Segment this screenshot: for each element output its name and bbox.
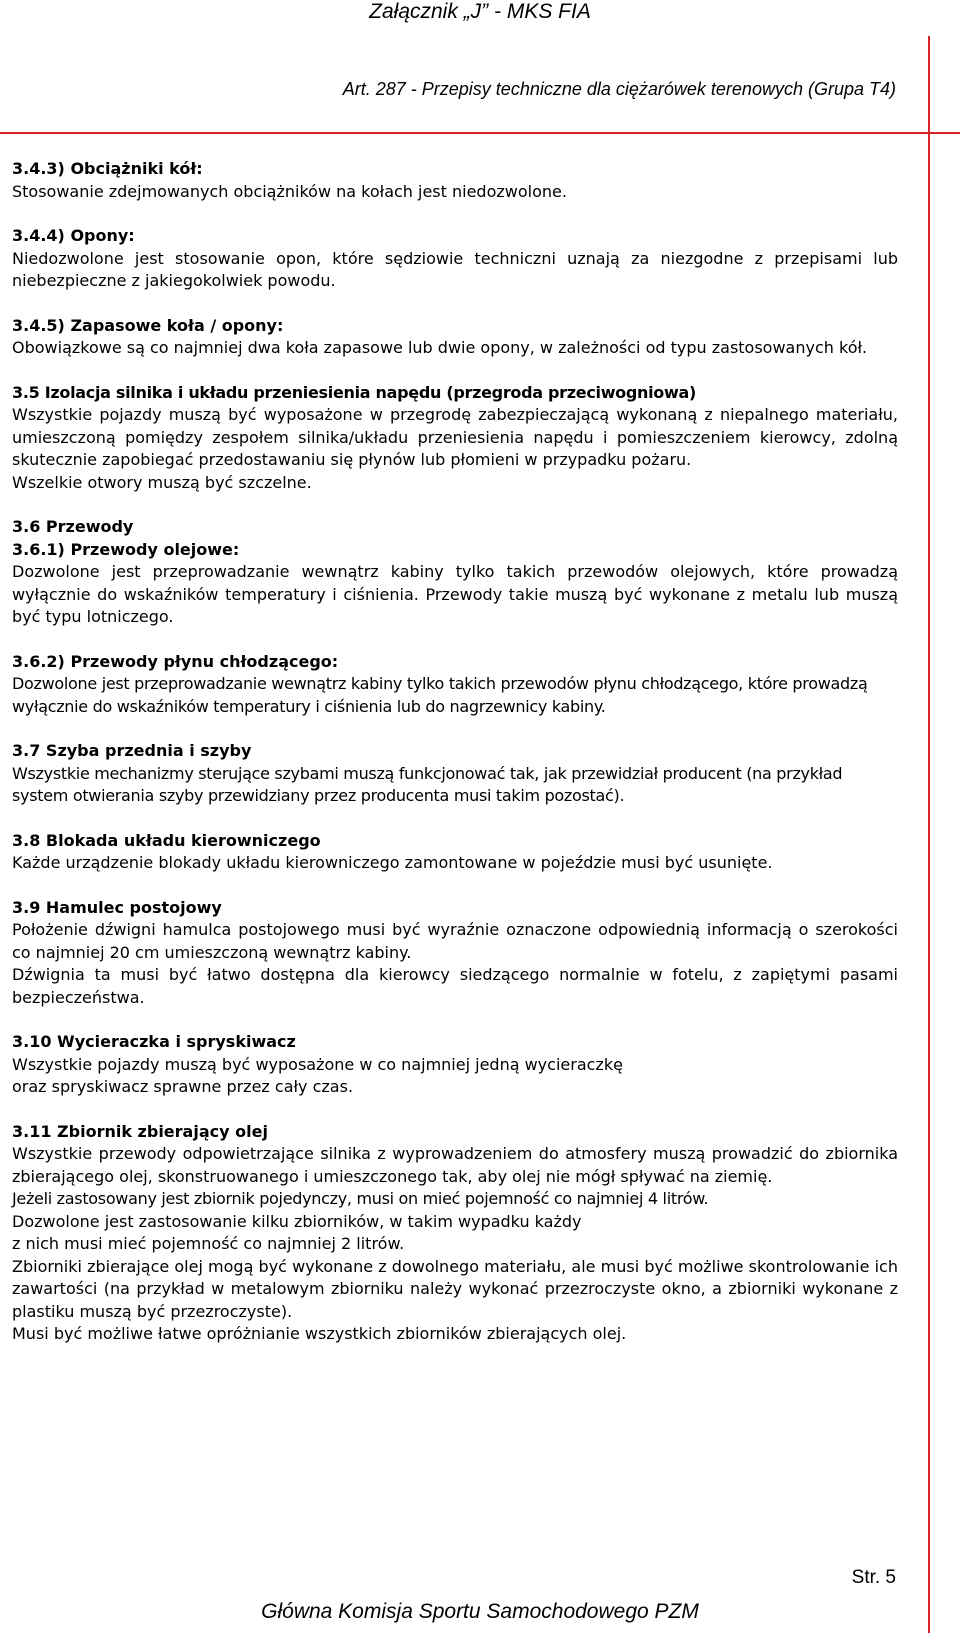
paragraph: Niedozwolone jest stosowanie opon, które sędziowie techniczni uznają za niezgodne z przepisami lub niebezpieczne z jakiegokolwiek powodu. — [12, 248, 898, 290]
paragraph: Obowiązkowe są co najmniej dwa koła zapasowe lub dwie opony, w zależności od typu zastosowanych kół. — [12, 338, 868, 357]
section-3-10 — [12, 1031, 898, 1099]
paragraph: Dźwignia ta musi być łatwo dostępna dla kierowcy siedzącego normalnie w fotelu, z zapiętymi pasami bezpieczeństwa. — [12, 965, 898, 1007]
paragraph: Dozwolone jest zastosowanie kilku zbiorników, w takim wypadku każdy — [12, 1211, 582, 1231]
section-3-11 — [12, 1121, 898, 1346]
paragraph: Wszystkie przewody odpowietrzające silnika z wyprowadzeniem do atmosfery muszą prowadzić do zbiornika zbierającego olej, skonstruowanego i umieszczonego tak, aby olej nie mógł spływać na ziemię. — [12, 1144, 898, 1186]
paragraph: oraz spryskiwacz sprawne przez cały czas. — [12, 1077, 354, 1096]
paragraph: Położenie dźwigni hamulca postojowego musi być wyraźnie oznaczone odpowiednią informacją o szerokości co najmniej 20 cm umieszczoną wewnątrz kabiny. — [12, 920, 898, 962]
document-header-subtitle: Art. 287 - Przepisy techniczne dla ciężarówek terenowych (Grupa T4) — [342, 79, 896, 99]
section-heading: 3.5 Izolacja silnika i układu przeniesienia napędu (przegroda przeciwogniowa) — [12, 382, 696, 402]
section-heading: 3.8 Blokada układu kierowniczego — [12, 830, 321, 850]
paragraph: z nich musi mieć pojemność co najmniej 2 litrów. — [12, 1234, 405, 1253]
page-number: Str. 5 — [851, 1567, 896, 1588]
section-heading: 3.4.3) Obciążniki kół: — [12, 159, 203, 178]
paragraph: Dozwolone jest przeprowadzanie wewnątrz kabiny tylko takich przewodów płynu chłodzącego, które prowadzą wyłącznie do wskaźników temperatury i ciśnienia lub do nagrzewnicy kabiny. — [12, 674, 868, 716]
header-rule — [0, 132, 960, 134]
section-3-9 — [12, 897, 898, 1010]
margin-rule — [928, 36, 930, 1633]
section-heading: 3.6.2) Przewody płynu chłodzącego: — [12, 651, 339, 671]
section-3-7 — [12, 740, 898, 808]
paragraph: Stosowanie zdejmowanych obciążników na kołach jest niedozwolone. — [12, 181, 567, 201]
paragraph: Wszystkie pojazdy muszą być wyposażone w co najmniej jedną wycieraczkę — [12, 1054, 623, 1074]
section-3-6 — [12, 516, 898, 539]
paragraph: Dozwolone jest przeprowadzanie wewnątrz kabiny tylko takich przewodów olejowych, które prowadzą wyłącznie do wskaźników temperatury i ciśnienia. Przewody takie muszą być wykonane z metalu lub muszą być typu lotniczego. — [12, 562, 898, 626]
section-3-4-4 — [12, 225, 898, 293]
section-3-4-3 — [12, 158, 898, 203]
paragraph: Jeżeli zastosowany jest zbiornik pojedynczy, musi on mieć pojemność co najmniej 4 litrów. — [12, 1189, 709, 1208]
section-heading: 3.11 Zbiornik zbierający olej — [12, 1121, 268, 1141]
section-heading: 3.4.5) Zapasowe koła / opony: — [12, 315, 284, 335]
section-3-5 — [12, 382, 898, 495]
paragraph: Zbiorniki zbierające olej mogą być wykonane z dowolnego materiału, ale musi być możliwe skontrolowanie ich zawartości (na przykład w metalowym zbiorniku należy wykonać przezroczyste okno, a zbiorniki wykonane z plastiku muszą być przezroczyste). — [12, 1256, 898, 1321]
section-heading: 3.6.1) Przewody olejowe: — [12, 539, 240, 559]
paragraph: Wszystkie mechanizmy sterujące szybami muszą funkcjonować tak, jak przewidział producent (na przykład system otwierania szyby przewidziany przez producenta musi takim pozostać). — [12, 763, 843, 805]
section-heading: 3.10 Wycieraczka i spryskiwacz — [12, 1032, 296, 1051]
section-3-6-2 — [12, 651, 898, 719]
section-heading: 3.9 Hamulec postojowy — [12, 897, 222, 917]
document-footer: Główna Komisja Sportu Samochodowego PZM — [261, 1600, 699, 1623]
paragraph: Musi być możliwe łatwe opróżnianie wszystkich zbiorników zbierających olej. — [12, 1324, 627, 1343]
section-heading: 3.4.4) Opony: — [12, 226, 135, 245]
section-3-6-1 — [12, 539, 898, 629]
paragraph: Wszelkie otwory muszą być szczelne. — [12, 472, 312, 492]
paragraph: Każde urządzenie blokady układu kierowniczego zamontowane w pojeździe musi być usunięte. — [12, 853, 773, 872]
document-header-title: Załącznik „J” - MKS FIA — [369, 0, 591, 23]
section-3-4-5 — [12, 315, 898, 360]
section-heading: 3.7 Szyba przednia i szyby — [12, 741, 252, 760]
paragraph: Wszystkie pojazdy muszą być wyposażone w przegrodę zabezpieczającą wykonaną z niepalnego materiału, umieszczoną pomiędzy zespołem silnika/układu przeniesienia napędu i pomieszczeniem kierowcy, zdolną skutecznie zapobiegać przedostawaniu się płynów lub płomieni w przypadku pożaru. — [12, 405, 898, 469]
document-body — [12, 158, 898, 1368]
section-heading: 3.6 Przewody — [12, 517, 134, 536]
section-3-8 — [12, 830, 898, 875]
